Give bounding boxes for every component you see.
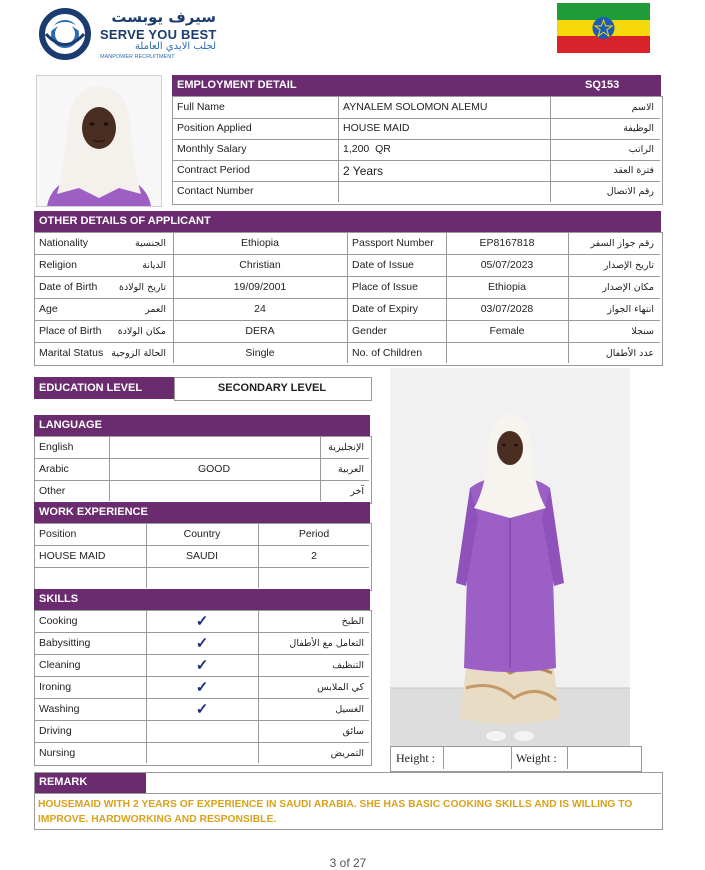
contact-number-value — [338, 181, 548, 202]
language-english-value — [109, 437, 319, 458]
language-arabic-arabic: العربية — [338, 463, 364, 475]
other-details-header: OTHER DETAILS OF APPLICANT — [34, 211, 661, 232]
logo-mark-icon — [36, 8, 94, 60]
religion-label: Religion — [39, 259, 77, 272]
skill-nursing-label: Nursing — [39, 747, 76, 760]
religion-arabic: الديانة — [142, 259, 166, 271]
place-of-issue-arabic: مكان الإصدار — [602, 281, 654, 293]
skill-cooking-label: Cooking — [39, 615, 78, 628]
position-applied-arabic: الوظيفة — [623, 122, 654, 134]
full-name-arabic: الاسم — [631, 101, 654, 113]
skill-driving-check-icon — [146, 721, 258, 742]
skill-babysitting-arabic: التعامل مع الأطفال — [289, 637, 364, 649]
skill-cleaning-arabic: التنظيف — [332, 659, 364, 671]
page-indicator: 3 of 27 — [329, 856, 367, 870]
height-value — [443, 747, 511, 769]
remark-line-2: IMPROVE. HARDWORKING AND RESPONSIBLE. — [38, 814, 277, 825]
contact-number-label: Contact Number — [177, 185, 254, 198]
company-logo — [36, 8, 236, 60]
date-of-birth-label: Date of Birth — [39, 281, 98, 294]
monthly-salary-value: 1,200 QR — [343, 143, 391, 156]
language-other-arabic: آخر — [350, 485, 364, 497]
contract-period-value: 2 Years — [343, 163, 384, 178]
work-col-period: Period — [298, 528, 330, 541]
place-of-birth-arabic: مكان الولادة — [117, 325, 166, 337]
children-label: No. of Children — [352, 347, 423, 360]
skill-nursing-arabic: التمريض — [330, 747, 364, 759]
date-of-expiry-value: 03/07/2028 — [480, 303, 534, 316]
work-experience-header: WORK EXPERIENCE — [34, 502, 370, 523]
nationality-arabic: الجنسية — [135, 237, 166, 249]
weight-label: Weight : — [516, 751, 557, 765]
monthly-salary-label: Monthly Salary — [177, 143, 247, 156]
passport-number-value: EP8167818 — [479, 237, 535, 250]
skill-ironing-label: Ironing — [39, 681, 72, 694]
language-other-label: Other — [39, 485, 66, 498]
gender-label: Gender — [352, 325, 388, 338]
age-value: 24 — [254, 303, 266, 316]
ethiopia-flag-icon — [557, 3, 650, 53]
skill-babysitting-check-icon: ✓ — [195, 635, 209, 652]
children-value — [446, 343, 568, 364]
skill-driving-arabic: سائق — [342, 725, 364, 737]
date-of-issue-label: Date of Issue — [352, 259, 414, 272]
full-name-value: AYNALEM SOLOMON ALEMU — [343, 101, 488, 114]
skill-cleaning-check-icon: ✓ — [195, 657, 209, 674]
date-of-expiry-label: Date of Expiry — [352, 303, 418, 316]
gender-value: Female — [489, 325, 525, 338]
position-applied-value: HOUSE MAID — [343, 122, 410, 135]
place-of-issue-value: Ethiopia — [488, 281, 526, 294]
reference-code: SQ153 — [585, 75, 645, 96]
passport-number-label: Passport Number — [352, 237, 434, 250]
religion-value: Christian — [239, 259, 281, 272]
skill-ironing-check-icon: ✓ — [195, 679, 209, 696]
applicant-full-photo — [390, 368, 630, 746]
remark-line-1: HOUSEMAID WITH 2 YEARS OF EXPERIENCE IN SAUDI ARABIA. SHE HAS BASIC COOKING SKILLS AND IS WILLING TO — [38, 799, 633, 810]
language-english-label: English — [39, 441, 74, 454]
skill-washing-arabic: الغسيل — [335, 703, 364, 715]
contract-period-label: Contract Period — [177, 164, 250, 177]
monthly-salary-arabic: الراتب — [628, 143, 654, 155]
language-arabic-value: GOOD — [197, 463, 231, 476]
language-arabic-label: Arabic — [39, 463, 69, 476]
contract-period-arabic: فترة العقد — [613, 164, 654, 176]
logo-arabic-sub: لجلب الايدي العاملة — [134, 41, 216, 52]
skills-header: SKILLS — [34, 589, 370, 610]
logo-arabic: سيرف يوبست — [111, 8, 216, 26]
weight-value — [567, 747, 639, 769]
remark-header: REMARK — [34, 772, 146, 793]
nationality-value: Ethiopia — [241, 237, 279, 250]
applicant-portrait — [36, 75, 162, 207]
children-arabic: عدد الأطفال — [605, 347, 654, 359]
age-label: Age — [39, 303, 58, 316]
skill-washing-label: Washing — [39, 703, 80, 716]
place-of-birth-value: DERA — [245, 325, 275, 338]
work-col-country: Country — [183, 528, 221, 541]
skill-cooking-check-icon: ✓ — [195, 613, 209, 630]
language-header: LANGUAGE — [34, 415, 370, 436]
contact-number-arabic: رقم الاتصال — [606, 185, 654, 197]
skill-cooking-arabic: الطبخ — [341, 615, 364, 627]
education-level-header: EDUCATION LEVEL — [34, 377, 174, 399]
marital-status-arabic: الحالة الزوجية — [111, 347, 166, 359]
age-arabic: العمر — [145, 303, 166, 315]
nationality-label: Nationality — [39, 237, 89, 250]
marital-status-value: Single — [245, 347, 275, 360]
work-col-position: Position — [39, 528, 77, 541]
work-row-period: 2 — [311, 550, 317, 563]
skill-driving-label: Driving — [39, 725, 72, 738]
education-level-value: SECONDARY LEVEL — [217, 381, 327, 394]
skill-nursing-check-icon — [146, 743, 258, 764]
language-other-value — [109, 481, 319, 502]
marital-status-label: Marital Status — [39, 347, 104, 360]
date-of-issue-arabic: تاريخ الإصدار — [603, 259, 654, 271]
logo-name: SERVE YOU BEST — [100, 27, 217, 42]
height-label: Height : — [396, 751, 435, 765]
full-name-label: Full Name — [177, 101, 225, 114]
work-row-position: HOUSE MAID — [39, 550, 106, 563]
work-row-country: SAUDI — [185, 550, 219, 563]
language-english-arabic: الإنجليزية — [328, 441, 364, 453]
date-of-birth-arabic: تاريخ الولادة — [119, 281, 166, 293]
logo-sub: MANPOWER RECRUITMENT — [100, 54, 175, 60]
passport-number-arabic: رقم جواز السفر — [590, 237, 654, 249]
skill-ironing-arabic: كي الملابس — [317, 681, 364, 693]
skill-cleaning-label: Cleaning — [39, 659, 81, 672]
skill-washing-check-icon: ✓ — [195, 701, 209, 718]
place-of-issue-label: Place of Issue — [352, 281, 418, 294]
date-of-birth-value: 19/09/2001 — [233, 281, 287, 294]
date-of-issue-value: 05/07/2023 — [480, 259, 534, 272]
gender-arabic: سنجلا — [631, 325, 654, 337]
employment-detail-title: EMPLOYMENT DETAIL — [177, 79, 297, 91]
date-of-expiry-arabic: انتهاء الجواز — [607, 303, 654, 315]
place-of-birth-label: Place of Birth — [39, 325, 102, 338]
remark-text — [38, 797, 662, 827]
skill-babysitting-label: Babysitting — [39, 637, 91, 650]
position-applied-label: Position Applied — [177, 122, 252, 135]
